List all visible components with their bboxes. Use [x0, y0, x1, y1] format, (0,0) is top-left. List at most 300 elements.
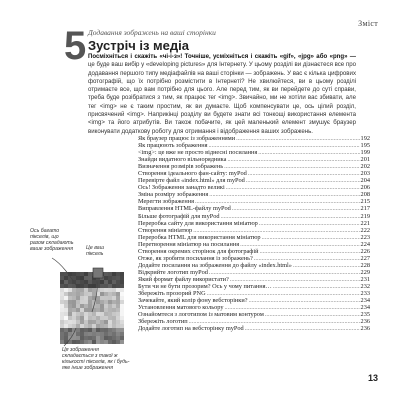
portrait-pixel — [88, 324, 92, 328]
portrait-pixel — [88, 320, 92, 324]
portrait-pixel — [64, 284, 68, 288]
portrait-pixel — [100, 316, 104, 320]
portrait-pixel — [96, 336, 100, 340]
portrait-pixel — [84, 300, 88, 304]
toc-leader-dots — [207, 290, 360, 297]
portrait-pixel — [104, 288, 108, 292]
toc-entry — [138, 149, 370, 156]
portrait-pixel — [100, 288, 104, 292]
portrait-pixel — [100, 280, 104, 284]
portrait-pixel — [108, 308, 112, 312]
toc-leader-dots — [195, 198, 360, 205]
toc-entry-title: Збережіть логотип — [138, 318, 188, 326]
portrait-pixel — [112, 280, 116, 284]
portrait-pixel — [112, 288, 116, 292]
toc-entry-title: Додайте посилання на зображення до файлу «index.html» — [138, 261, 292, 269]
portrait-pixel — [72, 308, 76, 312]
toc-leader-dots — [254, 255, 360, 262]
toc-entry — [138, 177, 370, 184]
toc-leader-dots — [246, 177, 360, 184]
portrait-pixel — [108, 340, 112, 344]
portrait-pixel — [104, 276, 108, 280]
portrait-pixel — [64, 304, 68, 308]
toc-entry-title: Ось! Зображення занадто великі — [138, 184, 225, 192]
toc-entry-page: 224 — [360, 240, 370, 248]
portrait-pixel — [104, 332, 108, 336]
portrait-pixel — [108, 300, 112, 304]
portrait-pixel — [104, 292, 108, 296]
portrait-pixel — [120, 280, 124, 284]
portrait-pixel — [92, 292, 96, 296]
portrait-pixel — [120, 340, 124, 344]
portrait-pixel — [120, 284, 124, 288]
portrait-pixel — [108, 284, 112, 288]
portrait-pixel — [108, 324, 112, 328]
portrait-pixel — [104, 324, 108, 328]
portrait-pixel — [104, 272, 108, 276]
portrait-pixel — [96, 328, 100, 332]
toc-entry — [138, 290, 370, 297]
portrait-pixel — [92, 312, 96, 316]
portrait-pixel — [80, 336, 84, 340]
portrait-pixel — [96, 308, 100, 312]
portrait-pixel — [112, 304, 116, 308]
portrait-pixel — [84, 308, 88, 312]
portrait-pixel — [76, 328, 80, 332]
portrait-pixel — [104, 340, 108, 344]
toc-entry-title: Виправлення HTML-файлу myPod — [138, 205, 231, 213]
portrait-pixel — [120, 320, 124, 324]
portrait-pixel — [96, 316, 100, 320]
portrait-pixel — [116, 276, 120, 280]
portrait-pixel — [60, 276, 64, 280]
portrait-pixel — [116, 324, 120, 328]
portrait-pixel — [112, 336, 116, 340]
toc-entry — [138, 311, 370, 318]
portrait-pixel — [100, 308, 104, 312]
toc-entry — [138, 142, 370, 149]
portrait-pixel — [88, 316, 92, 320]
toc-leader-dots — [293, 262, 360, 269]
chapter-subtitle: Додавання зображень на вашi сторінки — [88, 28, 216, 37]
portrait-pixel — [120, 316, 124, 320]
portrait-pixel — [76, 336, 80, 340]
portrait-pixel — [60, 300, 64, 304]
toc-leader-dots — [262, 234, 360, 241]
toc-entry-title: Збережіть прозорий PNG — [138, 290, 206, 298]
portrait-pixel — [68, 304, 72, 308]
portrait-pixel — [84, 276, 88, 280]
toc-entry — [138, 241, 370, 248]
portrait-pixel — [80, 316, 84, 320]
portrait-pixel — [64, 288, 68, 292]
portrait-pixel — [60, 340, 64, 344]
toc-entry — [138, 184, 370, 191]
portrait-pixel — [116, 340, 120, 344]
single-pixel-box — [93, 268, 103, 278]
portrait-pixel — [88, 340, 92, 344]
toc-entry-title: Знайди видатного вільнорядника — [138, 156, 227, 164]
portrait-pixel — [76, 296, 80, 300]
portrait-pixel — [72, 320, 76, 324]
portrait-pixel — [112, 316, 116, 320]
toc-entry — [138, 213, 370, 220]
portrait-pixel — [80, 332, 84, 336]
portrait-pixel — [64, 296, 68, 300]
portrait-pixel — [108, 328, 112, 332]
toc-entry-page: 208 — [360, 191, 370, 199]
portrait-pixel — [68, 280, 72, 284]
portrait-pixel — [88, 328, 92, 332]
toc-entry — [138, 269, 370, 276]
toc-entry — [138, 220, 370, 227]
portrait-pixel — [84, 312, 88, 316]
table-of-contents — [138, 135, 370, 332]
toc-entry — [138, 227, 370, 234]
portrait-pixel — [100, 328, 104, 332]
toc-leader-dots — [189, 318, 360, 325]
portrait-pixel — [80, 276, 84, 280]
portrait-pixel — [100, 340, 104, 344]
portrait-pixel — [64, 300, 68, 304]
portrait-pixel — [80, 292, 84, 296]
toc-leader-dots — [265, 311, 360, 318]
portrait-pixel — [64, 328, 68, 332]
portrait-pixel — [108, 292, 112, 296]
portrait-pixel — [76, 316, 80, 320]
portrait-pixel — [76, 272, 80, 276]
portrait-pixel — [112, 272, 116, 276]
portrait-pixel — [80, 288, 84, 292]
portrait-pixel — [92, 324, 96, 328]
portrait-pixel — [120, 272, 124, 276]
toc-entry-title: Який формат файлу використати? — [138, 275, 229, 283]
portrait-pixel — [104, 328, 108, 332]
toc-entry-page: 227 — [360, 254, 370, 262]
portrait-pixel — [108, 316, 112, 320]
portrait-pixel — [112, 276, 116, 280]
portrait-pixel — [96, 332, 100, 336]
portrait-pixel — [100, 284, 104, 288]
portrait-pixel — [100, 332, 104, 336]
portrait-pixel — [64, 280, 68, 284]
portrait-pixel — [100, 300, 104, 304]
portrait-pixel — [96, 300, 100, 304]
portrait-pixel — [88, 280, 92, 284]
portrait-pixel — [80, 328, 84, 332]
toc-leader-dots — [240, 241, 359, 248]
portrait-pixel — [120, 324, 124, 328]
portrait-pixel — [116, 292, 120, 296]
portrait-pixel — [68, 320, 72, 324]
portrait-pixel — [100, 292, 104, 296]
portrait-pixel — [80, 304, 84, 308]
toc-entry-title: Переробка сайту для використання мініатюр — [138, 219, 258, 227]
portrait-pixel — [96, 324, 100, 328]
toc-entry-title: Перетворення мініатюр на посилання — [138, 240, 240, 248]
portrait-pixel — [64, 312, 68, 316]
toc-entry-page: 217 — [360, 205, 370, 213]
portrait-pixel — [100, 320, 104, 324]
portrait-pixel — [84, 316, 88, 320]
portrait-pixel — [72, 324, 76, 328]
portrait-pixel — [92, 328, 96, 332]
portrait-pixel — [112, 284, 116, 288]
portrait-pixel — [116, 308, 120, 312]
chapter-title: Зустрiч iз медiа — [88, 38, 189, 53]
toc-entry-title: Зміна розміру зображення — [138, 191, 209, 199]
portrait-pixel — [120, 312, 124, 316]
portrait-pixel — [76, 312, 80, 316]
toc-leader-dots — [230, 276, 360, 283]
toc-entry-title: Мерегти зображення — [138, 198, 194, 206]
toc-entry-title: Відкрийте логотип myPod — [138, 268, 208, 276]
toc-leader-dots — [226, 184, 360, 191]
portrait-pixel — [76, 288, 80, 292]
toc-entry-page: 202 — [360, 163, 370, 171]
portrait-pixel — [64, 336, 68, 340]
portrait-pixel — [120, 328, 124, 332]
toc-entry-title: Створення окремих сторінок для фотографій — [138, 247, 259, 255]
portrait-pixel — [64, 320, 68, 324]
portrait-pixel — [88, 292, 92, 296]
toc-entry — [138, 297, 370, 304]
portrait-pixel — [104, 296, 108, 300]
portrait-pixel — [76, 276, 80, 280]
portrait-pixel — [76, 280, 80, 284]
portrait-pixel — [80, 324, 84, 328]
toc-entry-title: Отже, як зробити посилання із зображень? — [138, 254, 253, 262]
toc-entry — [138, 234, 370, 241]
portrait-pixel — [64, 332, 68, 336]
portrait-pixel — [80, 320, 84, 324]
toc-entry-page: 234 — [360, 297, 370, 305]
portrait-pixel — [60, 292, 64, 296]
portrait-pixel — [84, 304, 88, 308]
toc-entry — [138, 191, 370, 198]
portrait-pixel — [120, 308, 124, 312]
portrait-pixel — [100, 312, 104, 316]
portrait-pixel — [96, 320, 100, 324]
toc-entry-title: Як браузер працює із зображеннями — [138, 135, 236, 142]
toc-entry-page: 219 — [360, 212, 370, 220]
portrait-pixel — [104, 284, 108, 288]
toc-entry-page: 232 — [360, 282, 370, 290]
portrait-pixel — [96, 304, 100, 308]
portrait-pixel — [120, 332, 124, 336]
toc-entry-page: 203 — [360, 170, 370, 178]
portrait-pixel — [108, 276, 112, 280]
portrait-pixel — [68, 324, 72, 328]
portrait-pixel — [108, 288, 112, 292]
portrait-pixel — [116, 328, 120, 332]
toc-leader-dots — [259, 220, 360, 227]
callout-note-single-pixel: Це ваш піксель — [86, 245, 104, 257]
portrait-pixel — [60, 312, 64, 316]
portrait-pixel — [112, 308, 116, 312]
toc-entry — [138, 276, 370, 283]
portrait-pixel — [68, 312, 72, 316]
toc-leader-dots — [209, 269, 360, 276]
callout-note-pixels: Ось багато пікселів, що разом складають ваше зображення — [30, 228, 74, 252]
portrait-pixel — [80, 284, 84, 288]
portrait-pixel — [80, 340, 84, 344]
portrait-pixel — [80, 300, 84, 304]
toc-entry-title: Створення ідеального фан-сайту: myPod — [138, 170, 247, 178]
portrait-pixel — [104, 320, 108, 324]
toc-entry-page: 228 — [360, 261, 370, 269]
toc-entry — [138, 304, 370, 311]
portrait-pixel — [84, 332, 88, 336]
portrait-pixel — [64, 308, 68, 312]
toc-entry — [138, 163, 370, 170]
portrait-pixel — [68, 316, 72, 320]
toc-entry-page: 201 — [360, 156, 370, 164]
toc-entry-page: 229 — [360, 268, 370, 276]
portrait-pixel — [84, 296, 88, 300]
portrait-pixel — [88, 284, 92, 288]
toc-entry-title: Додайте логотип на вебсторінку myPod — [138, 325, 244, 333]
toc-entry-title: Зачекайте, який колір фону вебсторінки? — [138, 297, 248, 305]
toc-entry-page: 231 — [360, 275, 370, 283]
toc-entry-page: 199 — [360, 149, 370, 157]
portrait-pixel — [68, 288, 72, 292]
portrait-pixel — [116, 300, 120, 304]
portrait-pixel — [104, 316, 108, 320]
portrait-pixel — [60, 284, 64, 288]
portrait-pixel — [116, 280, 120, 284]
portrait-pixel — [88, 308, 92, 312]
running-head: Зміст — [358, 19, 378, 28]
portrait-pixel — [72, 272, 76, 276]
portrait-pixel — [84, 288, 88, 292]
portrait-pixel — [116, 288, 120, 292]
portrait-pixel — [88, 296, 92, 300]
portrait-pixel — [84, 328, 88, 332]
portrait-pixel — [80, 280, 84, 284]
toc-entry-title: Ознайомтеся з логотипом із матовим контуром — [138, 311, 264, 319]
portrait-pixel — [108, 280, 112, 284]
portrait-pixel — [72, 340, 76, 344]
portrait-pixel — [116, 316, 120, 320]
portrait-pixel — [108, 320, 112, 324]
toc-leader-dots — [208, 142, 359, 149]
portrait-pixel — [68, 332, 72, 336]
toc-leader-dots — [236, 135, 359, 142]
portrait-pixel — [80, 296, 84, 300]
portrait-pixel — [112, 320, 116, 324]
toc-entry-title: Установлення матового кольору — [138, 304, 224, 312]
portrait-pixel — [76, 332, 80, 336]
portrait-pixel — [108, 272, 112, 276]
portrait-pixel — [68, 296, 72, 300]
portrait-pixel — [60, 272, 64, 276]
toc-entry-title: Створення мініатюр — [138, 226, 193, 234]
portrait-pixel — [76, 300, 80, 304]
portrait-pixel — [60, 308, 64, 312]
portrait-pixel — [72, 300, 76, 304]
portrait-pixel — [120, 296, 124, 300]
portrait-pixel — [80, 312, 84, 316]
portrait-pixel — [68, 284, 72, 288]
portrait-pixel — [84, 324, 88, 328]
portrait-pixel — [104, 280, 108, 284]
portrait-pixel — [120, 288, 124, 292]
portrait-pixel — [76, 324, 80, 328]
portrait-pixel — [80, 272, 84, 276]
toc-entry — [138, 198, 370, 205]
portrait-pixel — [120, 336, 124, 340]
portrait-pixel — [116, 336, 120, 340]
portrait-pixel — [72, 296, 76, 300]
portrait-pixel — [84, 284, 88, 288]
portrait-pixel — [76, 308, 80, 312]
portrait-pixel — [80, 308, 84, 312]
toc-entry-page: 204 — [360, 177, 370, 185]
portrait-pixel — [108, 296, 112, 300]
portrait-pixel — [120, 292, 124, 296]
portrait-pixel — [116, 332, 120, 336]
portrait-pixel — [88, 288, 92, 292]
portrait-pixel — [88, 272, 92, 276]
toc-entry — [138, 255, 370, 262]
toc-leader-dots — [245, 325, 360, 332]
portrait-pixel — [64, 316, 68, 320]
portrait-pixel — [72, 312, 76, 316]
chapter-number: 5 — [64, 24, 87, 68]
toc-entry-page: 236 — [360, 318, 370, 326]
portrait-pixel — [72, 316, 76, 320]
portrait-pixel — [116, 304, 120, 308]
portrait-pixel — [64, 324, 68, 328]
toc-entry-page: 221 — [360, 219, 370, 227]
portrait-pixel — [88, 336, 92, 340]
portrait-pixel — [108, 336, 112, 340]
portrait-pixel — [104, 300, 108, 304]
toc-entry-page: 234 — [360, 304, 370, 312]
portrait-pixel — [112, 312, 116, 316]
toc-entry — [138, 170, 370, 177]
portrait-pixel — [116, 320, 120, 324]
toc-leader-dots — [224, 163, 359, 170]
portrait-pixel — [96, 312, 100, 316]
intro-body: це буде ваш вибір у «developing pictures» для Інтернету. У цьому розділі ви дізнаєтеся все про додавання першого типу медіафайлів на вашi сторінки — зображень. У вас є кілька цифрових фотографій, що їх потрібно розмістити в Інтернеті? Не хвилюйтеся, ви в цьому розділі отримаєте все, що вам потрібно для цього. Але перед тим, як ви перейдете до суті справи, треба буде розібратися з тим, як працює тег <img>. Звичайно, ми не хотіли вас збивати, але тег <img> не є таким простим, як ви думаєте. Щоб компенсувати це, ось цілий розділ, присвячений <img>. Наприкінці розділу ви будете знати всі тонкощі використання елемента <img> та його атрибутів. Ви також побачите, як цей маленький елемент змушує браузер виконувати додаткову роботу для отримання і відображення ваших зображень. — [88, 61, 356, 135]
portrait-pixel — [96, 284, 100, 288]
toc-entry-page: 192 — [360, 135, 370, 142]
toc-entry-page: 223 — [360, 233, 370, 241]
portrait-pixel — [64, 276, 68, 280]
portrait-pixel — [84, 320, 88, 324]
toc-entry-title: Перевірте файл «index.html» для myPod — [138, 177, 245, 185]
portrait-pixel — [112, 292, 116, 296]
toc-entry — [138, 262, 370, 269]
portrait-pixel — [92, 280, 96, 284]
portrait-pixel — [108, 304, 112, 308]
portrait-pixel — [68, 300, 72, 304]
portrait-pixel — [112, 324, 116, 328]
portrait-pixel — [72, 336, 76, 340]
portrait-pixel — [92, 340, 96, 344]
portrait-pixel — [84, 272, 88, 276]
portrait-pixel — [100, 336, 104, 340]
portrait-pixel — [112, 332, 116, 336]
portrait-pixel — [112, 340, 116, 344]
portrait-pixel — [100, 304, 104, 308]
toc-entry-page: 222 — [360, 226, 370, 234]
page-number: 13 — [367, 373, 378, 383]
toc-entry — [138, 318, 370, 325]
portrait-pixel — [100, 296, 104, 300]
